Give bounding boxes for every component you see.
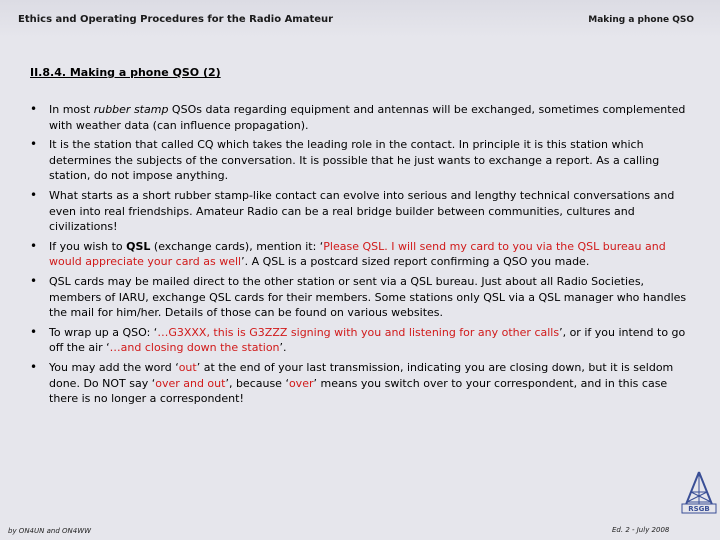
bullet-dot-icon: •	[30, 359, 38, 374]
bullet-text: QSL	[126, 239, 151, 253]
bullet-text: QSOs data regarding equipment and antennas will be exchanged, sometimes complemented with weather data (can influence propagation).	[49, 103, 686, 132]
bullet-text: It is the station that called CQ which takes the leading role in the contact. In principle it is this station which determines the subjects of the conversation. It is possible that he just wants to exchange a report. As a calling station, do not impose anything.	[49, 138, 660, 183]
header-right-title: Making a phone QSO	[588, 15, 694, 25]
bullet-text: ’. A QSL is a postcard sized report confirming a QSO you made.	[241, 255, 590, 269]
slide-header	[0, 0, 720, 38]
bullet-text: …G3XXX, this is G3ZZZ signing with you and listening for any other calls	[157, 325, 560, 339]
bullet-item	[30, 239, 692, 270]
bullet-text: rubber stamp	[93, 103, 169, 116]
bullet-text: out	[178, 360, 197, 374]
bullet-text: (exchange cards), mention it: ‘	[150, 239, 324, 253]
footer-authors: by ON4UN and ON4WW	[8, 527, 92, 535]
bullet-text: What starts as a short rubber stamp-like contact can evolve into serious and lengthy technical conversations and even into real friendships. Amateur Radio can be a real bridge builder between communities, cultures and civilizations!	[49, 188, 675, 234]
bullet-dot-icon: •	[30, 324, 38, 339]
bullet-dot-icon: •	[30, 273, 38, 288]
bullet-item	[30, 274, 692, 321]
bullet-dot-icon: •	[30, 187, 38, 202]
bullet-item	[30, 137, 692, 184]
bullet-text: …and closing down the station	[109, 341, 280, 355]
slide-title: II.8.4. Making a phone QSO (2)	[30, 66, 221, 79]
bullet-item	[30, 360, 692, 407]
rsgb-logo-icon	[680, 470, 718, 520]
logo-text: RSGB	[688, 505, 710, 513]
bullet-text: You may add the word ‘	[49, 360, 179, 374]
bullet-dot-icon: •	[30, 102, 38, 116]
bullet-dot-icon: •	[30, 238, 38, 253]
header-left-title: Ethics and Operating Procedures for the Radio Amateur	[18, 14, 334, 25]
bullet-text: Please QSL. I will send my card to you via the QSL bureau and would appreciate your card as well	[49, 239, 666, 269]
bullet-item	[30, 325, 692, 356]
bullet-text: over and out	[155, 376, 226, 390]
bullet-text: QSL cards may be mailed direct to the other station or sent via a QSL bureau. Just about all Radio Societies, members of IARU, exchange QSL cards for their members. Some stations only QSL via a QSL manager who handles the mail for him/her. Details of those can be found on various websites.	[49, 274, 687, 320]
bullet-item	[30, 102, 692, 133]
bullet-text: ’.	[279, 341, 287, 355]
bullet-item	[30, 188, 692, 235]
footer-edition: Ed. 2 - July 2008	[612, 526, 670, 534]
bullet-text: In most	[49, 103, 94, 116]
bullet-text: over	[288, 376, 314, 390]
bullet-text: If you wish to	[49, 239, 127, 253]
bullet-list	[30, 102, 692, 411]
bullet-dot-icon: •	[30, 137, 38, 152]
bullet-text: ’, or if you intend to go off the air ‘	[49, 325, 686, 355]
bullet-text: To wrap up a QSO: ‘	[49, 325, 158, 339]
bullet-text: ’ means you switch over to your correspondent, and in this case there is no longer a correspondent!	[49, 376, 668, 406]
bullet-text: ’, because ‘	[225, 376, 289, 390]
bullet-text: ’ at the end of your last transmission, indicating you are closing down, but it is seldom done. Do NOT say ‘	[49, 360, 674, 390]
